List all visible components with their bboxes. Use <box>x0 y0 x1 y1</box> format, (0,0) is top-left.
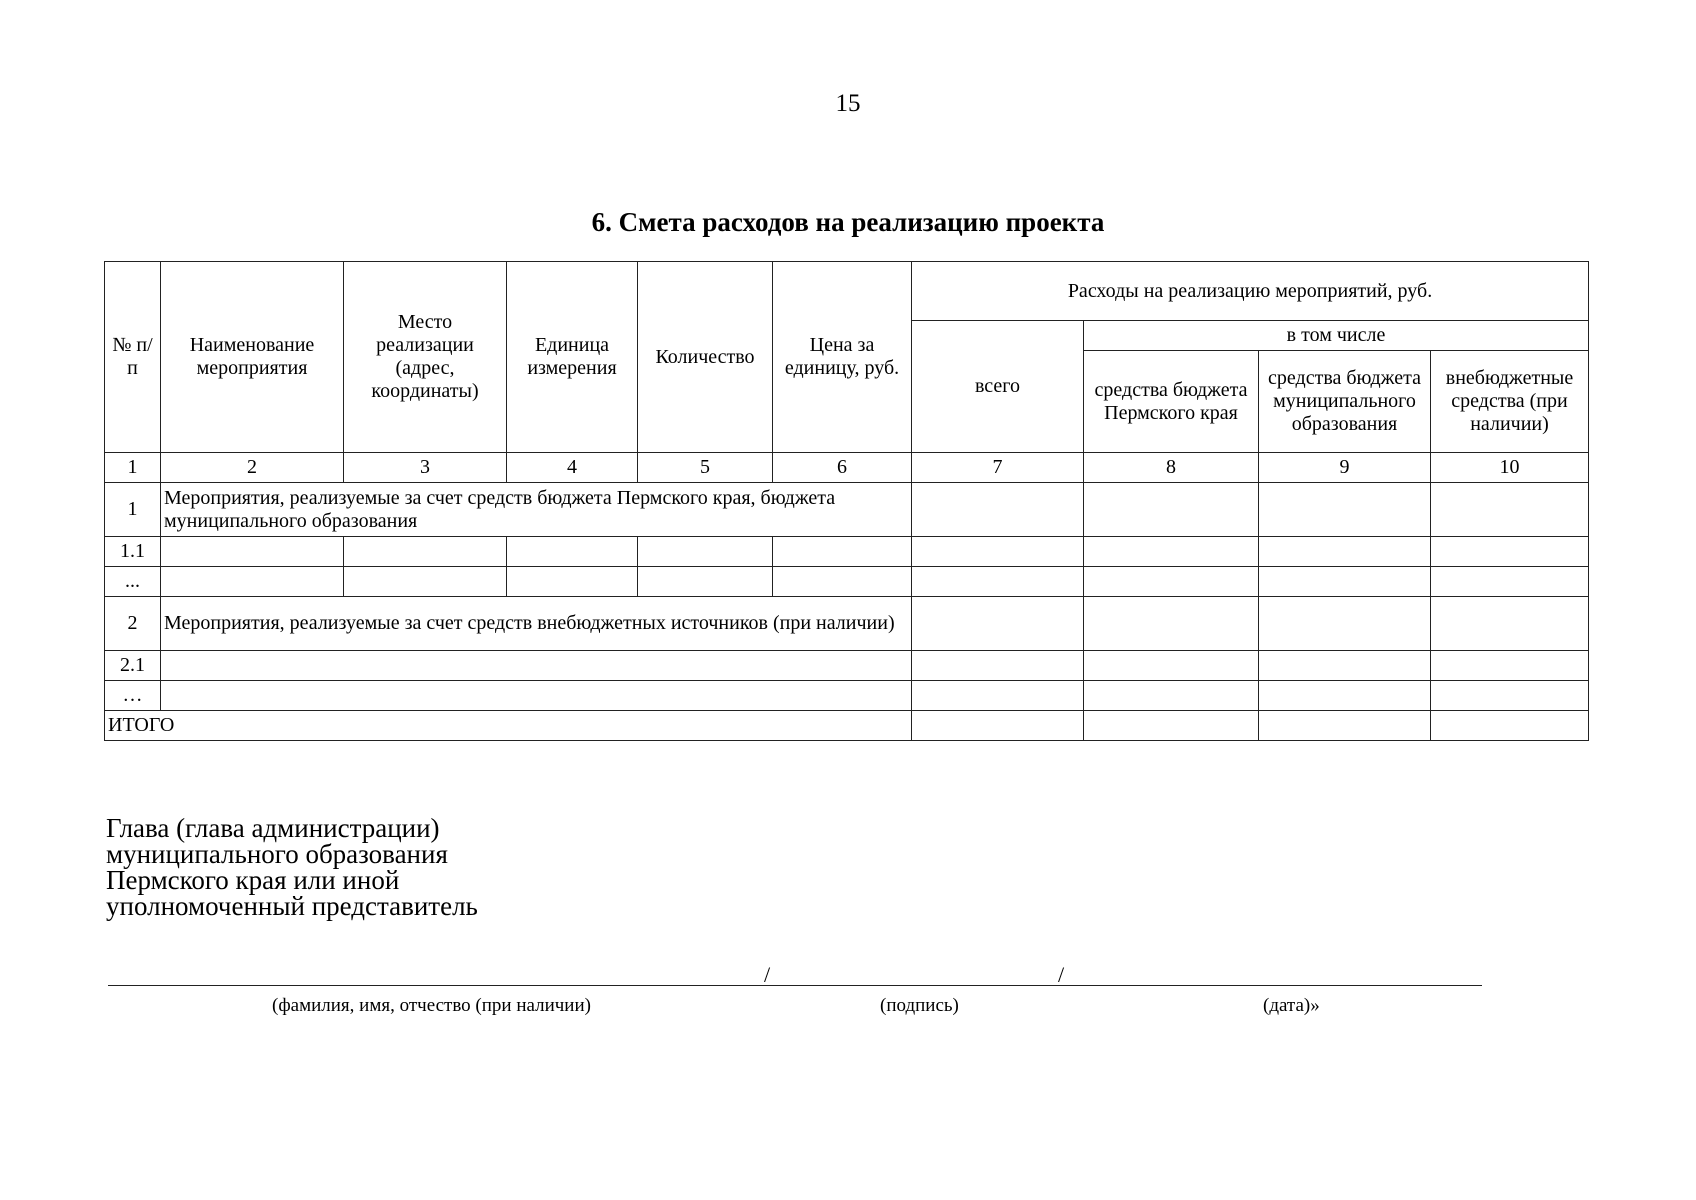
empty-cell <box>1259 681 1431 711</box>
row-number: 1.1 <box>105 537 161 567</box>
empty-cell <box>1431 597 1589 651</box>
name-label: (фамилия, имя, отчество (при наличии) <box>272 995 591 1016</box>
empty-cell <box>1431 711 1589 741</box>
total-label: ИТОГО <box>105 711 912 741</box>
empty-cell <box>912 567 1084 597</box>
table-row <box>105 651 1589 681</box>
empty-cell <box>1431 483 1589 537</box>
column-number: 9 <box>1259 453 1431 483</box>
empty-cell <box>1259 537 1431 567</box>
empty-cell <box>1431 681 1589 711</box>
empty-cell <box>1084 651 1259 681</box>
empty-cell <box>912 537 1084 567</box>
section-title: 6. Смета расходов на реализацию проекта <box>591 207 1105 237</box>
column-number: 3 <box>344 453 507 483</box>
table-row <box>105 483 1589 537</box>
section-row-text: Мероприятия, реализуемые за счет средств бюджета Пермского края, бюджета муниципального образования <box>161 483 912 537</box>
empty-cell <box>1259 711 1431 741</box>
empty-cell <box>1259 567 1431 597</box>
empty-cell <box>1084 483 1259 537</box>
empty-cell <box>638 537 773 567</box>
row-number: … <box>105 681 161 711</box>
empty-cell <box>773 537 912 567</box>
empty-cell <box>161 567 344 597</box>
table-row <box>105 537 1589 567</box>
column-number: 5 <box>638 453 773 483</box>
header-name: Наименование мероприятия <box>161 262 344 453</box>
empty-cell <box>912 681 1084 711</box>
empty-cell <box>1084 537 1259 567</box>
date-label: (дата)» <box>1263 995 1320 1016</box>
signer-line: муниципального образования <box>106 839 448 869</box>
header-total: всего <box>912 321 1084 453</box>
empty-cell <box>1084 567 1259 597</box>
row-number: 2 <box>105 597 161 651</box>
header-num: № п/п <box>105 262 161 453</box>
table-row <box>105 567 1589 597</box>
column-number: 2 <box>161 453 344 483</box>
table-row <box>105 681 1589 711</box>
header-quantity: Количество <box>638 262 773 453</box>
column-number: 6 <box>773 453 912 483</box>
signer-line: Глава (глава администрации) <box>106 813 440 843</box>
signer-line: Пермского края или иной <box>106 865 400 895</box>
header-municipal-budget: средства бюджета муниципального образования <box>1259 351 1431 453</box>
empty-cell <box>638 567 773 597</box>
signature-label: (подпись) <box>880 995 959 1016</box>
header-unit: Единица измерения <box>507 262 638 453</box>
empty-cell <box>507 567 638 597</box>
signature-line <box>108 985 1482 986</box>
header-row-1 <box>105 262 1589 321</box>
header-place: Место реализации (адрес, координаты) <box>344 262 507 453</box>
signature-separator: / <box>1058 962 1065 987</box>
header-extrabudgetary: внебюджетные средства (при наличии) <box>1431 351 1589 453</box>
empty-cell <box>912 597 1084 651</box>
empty-cell <box>161 681 912 711</box>
total-row <box>105 711 1589 741</box>
empty-cell <box>1084 681 1259 711</box>
column-number: 4 <box>507 453 638 483</box>
empty-cell <box>507 537 638 567</box>
empty-cell <box>161 537 344 567</box>
empty-cell <box>1259 651 1431 681</box>
empty-cell <box>773 567 912 597</box>
empty-cell <box>1259 483 1431 537</box>
row-number: ... <box>105 567 161 597</box>
empty-cell <box>912 711 1084 741</box>
empty-cell <box>161 651 912 681</box>
row-number: 1 <box>105 483 161 537</box>
signer-block <box>106 815 478 919</box>
row-number: 2.1 <box>105 651 161 681</box>
header-price: Цена за единицу, руб. <box>773 262 912 453</box>
column-number: 10 <box>1431 453 1589 483</box>
empty-cell <box>1259 597 1431 651</box>
empty-cell <box>1084 597 1259 651</box>
empty-cell <box>1431 567 1589 597</box>
empty-cell <box>344 537 507 567</box>
empty-cell <box>344 567 507 597</box>
signature-separator: / <box>764 962 771 987</box>
column-numbers-row <box>105 453 1589 483</box>
header-regional-budget: средства бюджета Пермского края <box>1084 351 1259 453</box>
column-number: 7 <box>912 453 1084 483</box>
empty-cell <box>912 651 1084 681</box>
cost-estimate-table <box>104 261 1589 741</box>
empty-cell <box>1431 537 1589 567</box>
empty-cell <box>1431 651 1589 681</box>
table-row <box>105 597 1589 651</box>
empty-cell <box>912 483 1084 537</box>
header-including: в том числе <box>1084 321 1589 351</box>
column-number: 1 <box>105 453 161 483</box>
column-number: 8 <box>1084 453 1259 483</box>
empty-cell <box>1084 711 1259 741</box>
signer-line: уполномоченный представитель <box>106 891 478 921</box>
page-number: 15 <box>835 90 861 117</box>
section-row-text: Мероприятия, реализуемые за счет средств внебюджетных источников (при наличии) <box>161 597 912 651</box>
header-expenses-group: Расходы на реализацию мероприятий, руб. <box>912 262 1589 321</box>
